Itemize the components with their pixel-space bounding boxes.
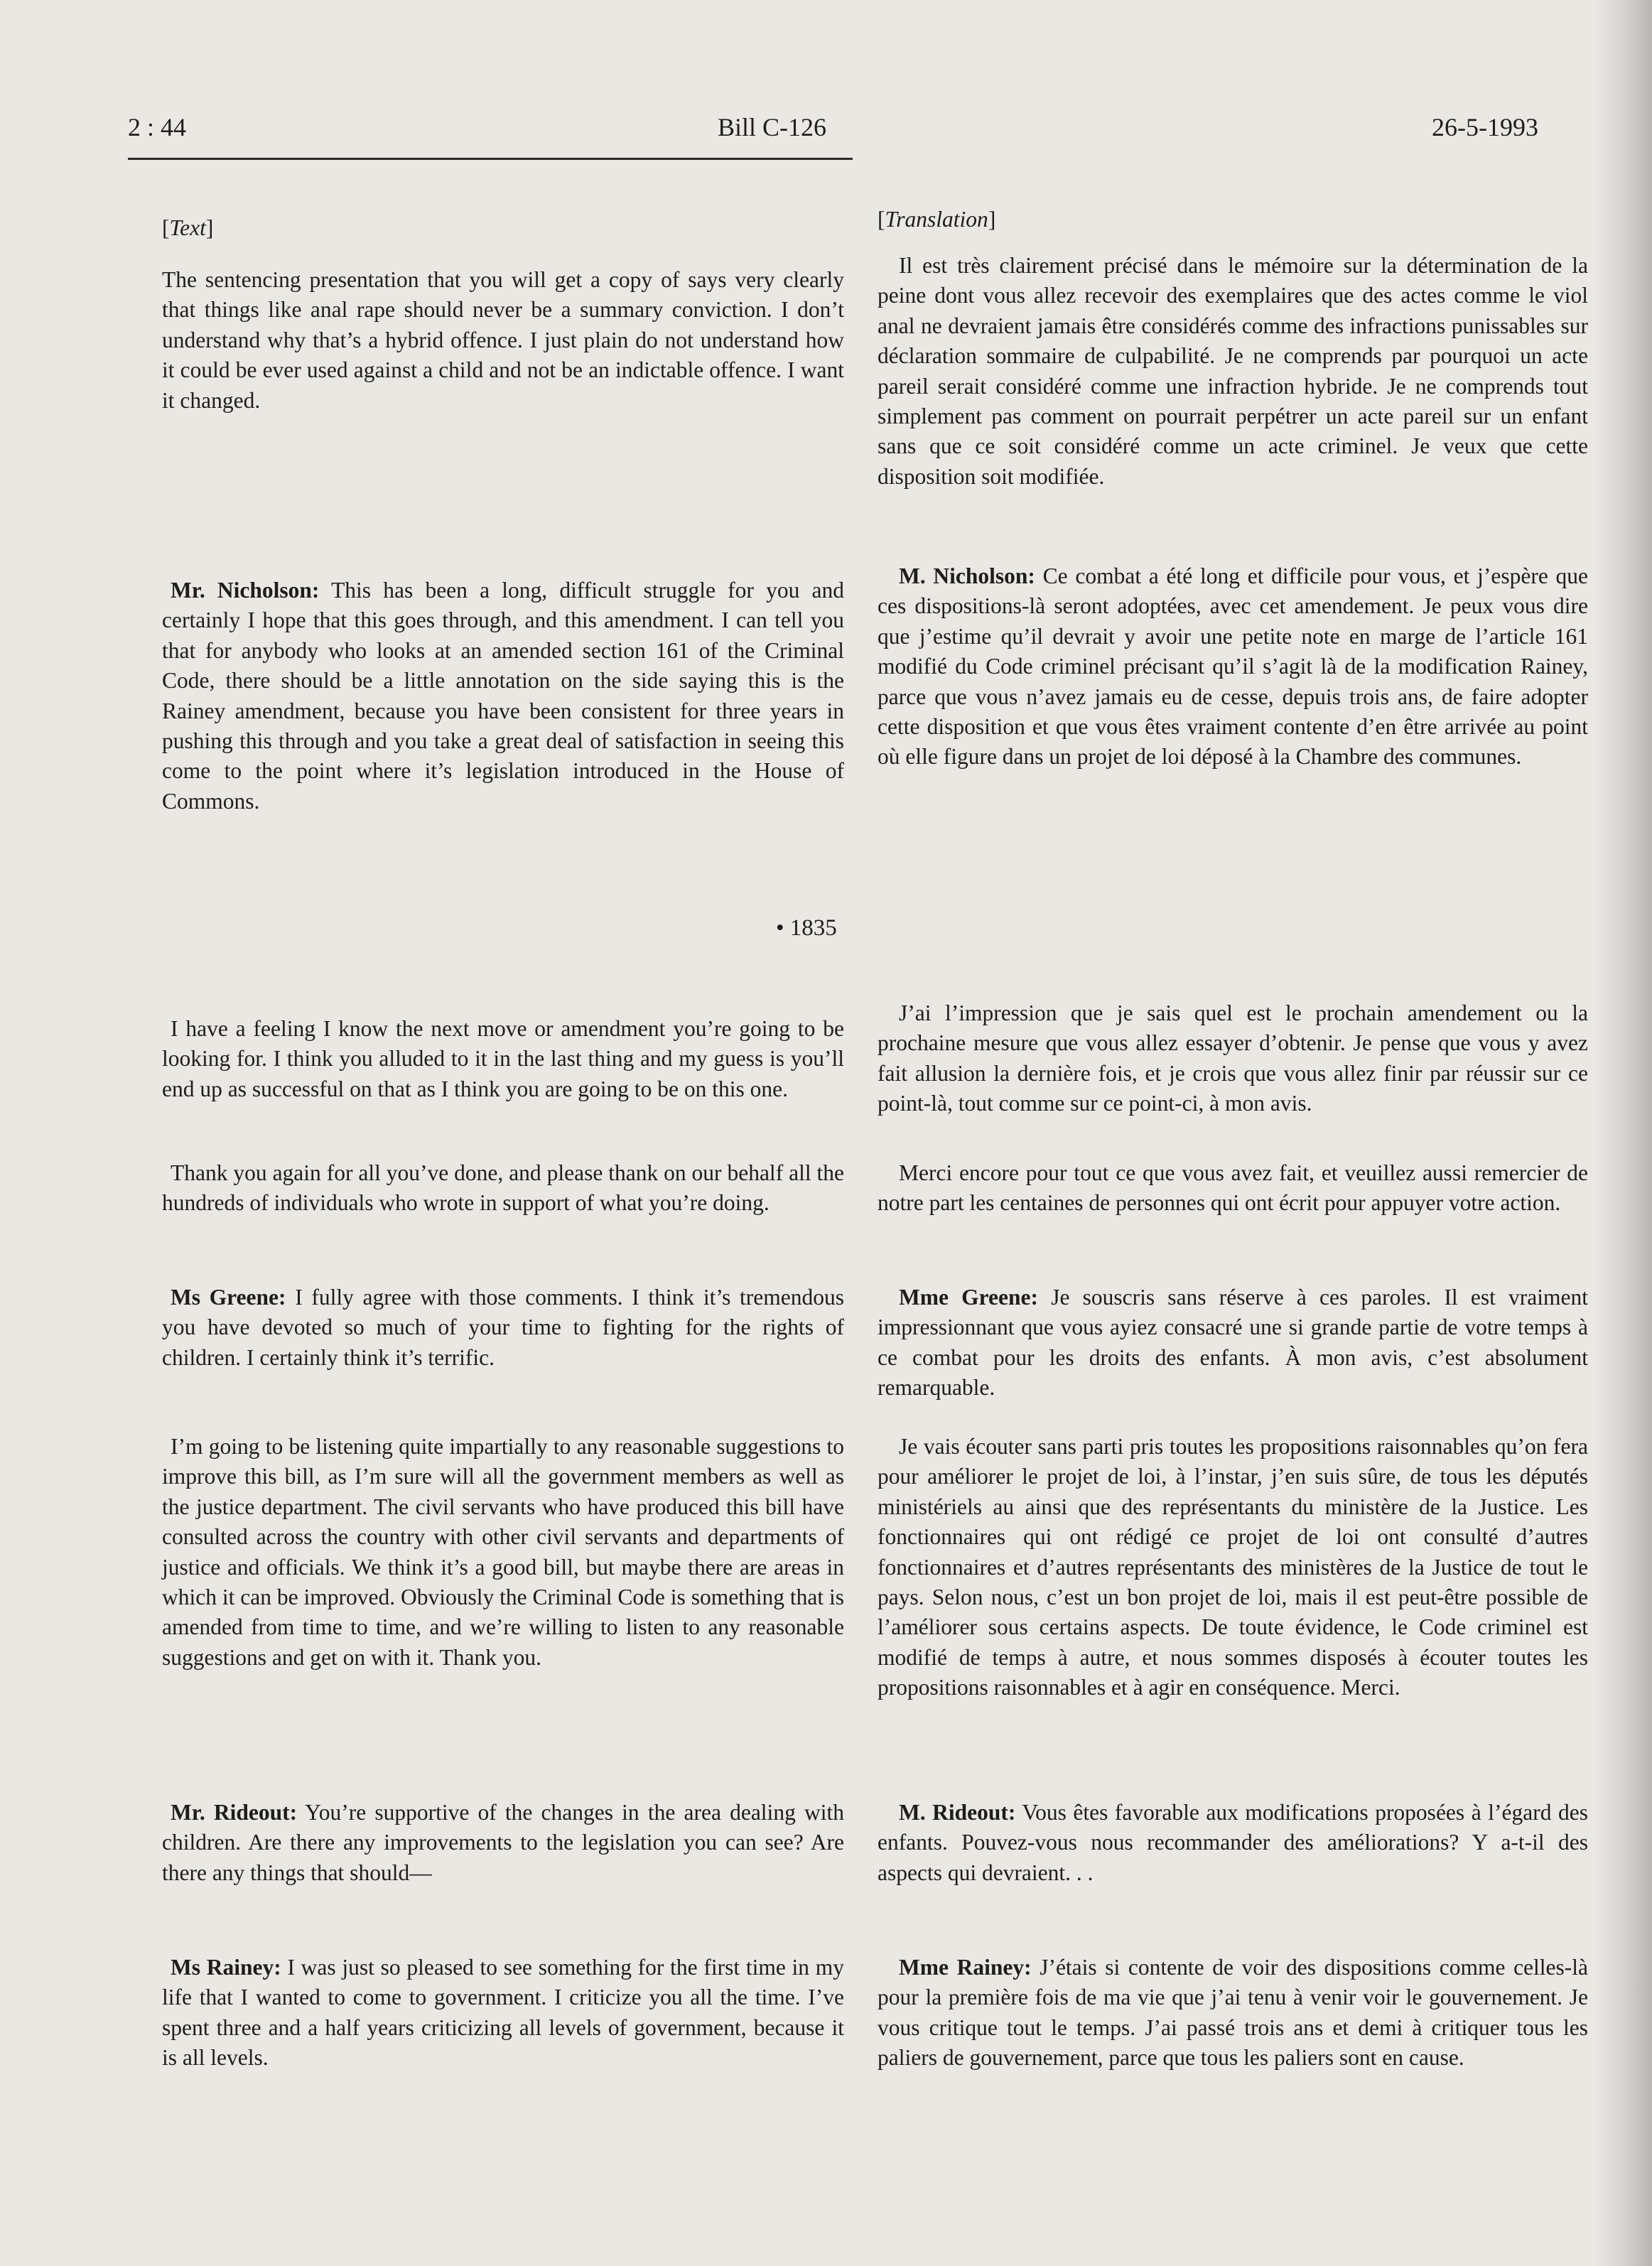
language-label: [Translation] [878, 207, 996, 232]
paragraph-text: I was just so pleased to see something for the first time in my life that I wanted to come to government. I criticize you all the time. I’ve spent three and a half years criticizing all levels of government, because it is all levels. [162, 1955, 845, 2071]
paragraph-text: Thank you again for all you’ve done, and please thank on our behalf all the hundreds of individuals who wrote in support of what you’re doing. [162, 1160, 844, 1216]
speaker-name: Mr. Rideout: [171, 1800, 298, 1825]
running-header [128, 112, 1588, 155]
paragraph-text: Ce combat a été long et difficile pour vous, et j’espère que ces dispositions-là seront adoptées, avec cet amendement. Je peux vous dire que j’estime qu’il devrait y avoir une petite note en marge de l’article 161 modifié du Code criminel précisant qu’il s’agit là de la modification Rainey, parce que vous n’avez jamais eu de cesse, depuis trois ans, de faire adopter cette disposition et que vous êtes vraiment contente d’en être arrivée au point où elle figure dans un projet de loi déposé à la Chambre des communes. [878, 563, 1589, 770]
paragraph [878, 1283, 1588, 1403]
bill-title: Bill C-126 [718, 113, 827, 141]
paragraph [878, 1953, 1588, 2073]
speaker-name: M. Rideout: [899, 1800, 1016, 1825]
header-rule [128, 158, 853, 160]
paragraph [878, 561, 1588, 772]
paragraph-text: Je vais écouter sans parti pris toutes les propositions raisonnables qu’on fera pour améliorer le projet de loi, à l’instar, j’en suis sûre, de tous les députés ministériels au ainsi que des représentants du ministère de la Justice. Les fonctionnaires qui ont rédigé ce projet de loi ont consulté d’autres fonctionnaires et d’autres représentants des ministères de la Justice de tout le pays. Selon nous, c’est un bon projet de loi, mais il est peut-être possible de l’améliorer sous certains aspects. De toute évidence, le Code criminel est modifié de temps à autre, et nous sommes disposés à écouter toutes les propositions raisonnables et à agir en conséquence. Merci. [878, 1434, 1588, 1700]
paragraph [162, 265, 844, 416]
paragraph [162, 1432, 844, 1673]
speaker-name: M. Nicholson: [899, 563, 1035, 588]
page-number: 2 : 44 [128, 113, 187, 141]
time-marker: • 1835 [776, 915, 837, 941]
speaker-name: Ms Rainey: [171, 1955, 281, 1980]
paragraph-text: I have a feeling I know the next move or amendment you’re going to be looking for. I think you alluded to it in the last thing and my guess is you’ll end up as successful on that as I think you are going to be on this one. [162, 1016, 844, 1101]
paragraph-text: The sentencing presentation that you will get a copy of says very clearly that things like anal rape should never be a summary conviction. I don’t understand why that’s a hybrid offence. I just plain do not understand how it could be ever used against a child and not be an indictable offence. I want it changed. [162, 267, 844, 413]
paragraph [878, 1432, 1588, 1703]
paragraph [162, 1014, 844, 1104]
speaker-name: Mme Rainey: [899, 1955, 1032, 1980]
paragraph [162, 1158, 844, 1219]
paragraph-text: Il est très clairement précisé dans le mémoire sur la détermination de la peine dont vous allez recevoir des exemplaires que des actes comme le viol anal ne devraient jamais être considérés comme des infractions punissables sur déclaration sommaire de culpabilité. Je ne comprends par pourquoi un acte pareil serait considéré comme une infraction hybride. Je ne comprends tout simplement pas comment on pourrait perpétrer un acte pareil sur un enfant sans que ce soit considéré comme un acte criminel. Je veux que cette disposition soit modifiée. [878, 253, 1588, 489]
paragraph-text: J’étais si contente de voir des dispositions comme celles-là pour la première fois de ma vie que j’ai tenu à venir voir le gouvernement. Je vous critique tout le temps. J’ai passé trois ans et demi à critiquer tous les paliers de gouvernement, parce que tous les paliers sont en cause. [878, 1955, 1588, 2071]
paragraph [162, 1798, 844, 1888]
paragraph [878, 1158, 1588, 1219]
language-label: [Text] [162, 215, 214, 240]
paragraph-text: I’m going to be listening quite impartially to any reasonable suggestions to improve this bill, as I’m sure will all the government members as well as the justice department. The civil servants who have produced this bill have consulted across the country with other civil servants and departments of justice and officials. We think it’s a good bill, but maybe there are areas in which it can be improved. Obviously the Criminal Code is something that is amended from time to time, and we’re willing to listen to any reasonable suggestions and get on with it. Thank you. [162, 1434, 844, 1670]
header-date: 26-5-1993 [1432, 113, 1538, 141]
speaker-name: Ms Greene: [171, 1285, 286, 1310]
paragraph [878, 251, 1588, 492]
paragraph-text: Je souscris sans réserve à ces paroles. Il est vraiment impressionnant que vous ayiez consacré une si grande partie de votre temps à ce combat pour les droits des enfants. À mon avis, c’est absolument remarquable. [878, 1285, 1588, 1401]
speaker-name: Mme Greene: [899, 1285, 1039, 1310]
paragraph-text: I fully agree with those comments. I think it’s tremendous you have devoted so much of your time to fighting for the rights of children. I certainly think it’s terrific. [162, 1285, 845, 1370]
paragraph-text: J’ai l’impression que je sais quel est le prochain amendement ou la prochaine mesure que vous allez essayer d’obtenir. Je pense que vous y avez fait allusion la dernière fois, et je crois que vous allez finir par réussir sur ce point-là, tout comme sur ce point-ci, à mon avis. [878, 1000, 1588, 1116]
paragraph [162, 576, 844, 816]
paragraph-text: This has been a long, difficult struggle for you and certainly I hope that this goes through, and this amendment. I can tell you that for anybody who looks at an amended section 161 of the Criminal Code, there should be a little annotation on the side saying this is the Rainey amendment, because you have been consistent for three years in pushing this through and you take a great deal of satisfaction in seeing this come to the point where it’s legislation introduced in the House of Commons. [162, 578, 845, 814]
paragraph-text: Merci encore pour tout ce que vous avez fait, et veuillez aussi remercier de notre part les centaines de personnes qui ont écrit pour appuyer votre action. [878, 1160, 1588, 1216]
speaker-name: Mr. Nicholson: [171, 578, 320, 603]
paragraph [878, 1798, 1588, 1888]
paragraph-text: Vous êtes favorable aux modifications proposées à l’égard des enfants. Pouvez-vous nous recommander des améliorations? Y a-t-il des aspects qui devraient. . . [878, 1800, 1588, 1885]
paragraph-text: You’re supportive of the changes in the area dealing with children. Are there any improvements to the legislation you can see? Are there any things that should— [162, 1800, 844, 1885]
page-edge-shadow [1595, 0, 1652, 2266]
paragraph [162, 1953, 844, 2073]
paragraph [878, 998, 1588, 1119]
paragraph [162, 1283, 844, 1373]
